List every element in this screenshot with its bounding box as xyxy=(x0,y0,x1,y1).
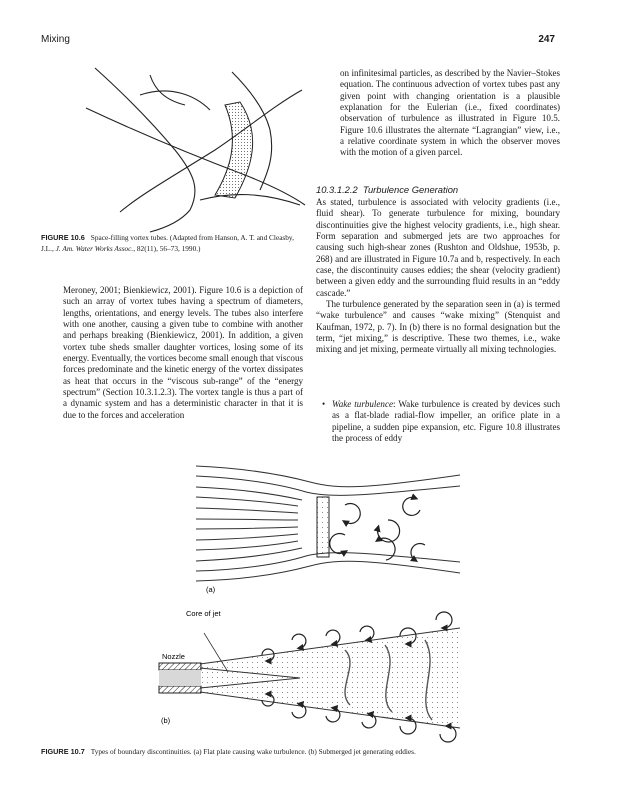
bullet-symbol: • xyxy=(322,399,326,409)
paragraph-turbulence-gradients: As stated, turbulence is associated with velocity gradients (i.e., fluid shear). To generate turbulence for mixing, boundary discontinuities give the highest velocity gradients, i.e., high shear. Form separation and submerged jets are two approaches for causing such high-shear zones (Rushton and Oldshue, 1953b, p. 268) and are illustrated in Figure 10.7a and b, respectively. In each case, the discontinuity causes eddies; the shear (velocity gradient) between a given eddy and the surrounding fluid results in an “eddy cascade.” xyxy=(316,197,560,298)
left-column-body: Meroney, 2001; Bienkiewicz, 2001). Figure 10.6 is a depiction of such an array of vortex tubes having a spectrum of diameters, lengths, orientations, and energy levels. The tubes also interfere with one another, causing a given tube to combine with another and perhaps breaking (Bienkiewicz, 2001). In addition, a given vortex tube sheds smaller daughter vortices, losing some of its energy. Eventually, the vortices become small enough that viscous forces predominate and the kinetic energy of the vortex dissipates as heat that occurs in the “viscous sub-range” of the “energy spectrum” (Section 10.3.1.2.3). The vortex tangle is thus a part of a dynamic system and has a deterministic character in that it is due to the forces and acceleration xyxy=(63,285,303,420)
paragraph-wake-turbulence: The turbulence generated by the separation seen in (a) is termed “wake turbulence” and causes “wake mixing” (Stenquist and Kaufman, 1972, p. 7). In (b) there is no formal designation but the term, “jet mixing,” is descriptive. These two themes, i.e., wake mixing and jet mixing, permeate virtually all mixing technologies. xyxy=(316,299,560,355)
jet-spread-region xyxy=(200,628,460,728)
figure-10-6-journal: J. Am. Water Works Assoc. xyxy=(55,244,134,253)
figure-10-6-label: FIGURE 10.6 xyxy=(41,233,85,242)
section-title: Turbulence Generation xyxy=(362,184,459,195)
figure-10-7-caption xyxy=(41,746,571,757)
flat-plate xyxy=(317,497,329,557)
page-number: 247 xyxy=(538,34,555,45)
bullet-term: Wake turbulence xyxy=(332,399,393,409)
core-of-jet-label: Core of jet xyxy=(186,609,221,618)
nozzle-bore xyxy=(159,670,201,686)
section-number: 10.3.1.2.2 xyxy=(316,184,358,195)
running-header-chapter: Mixing xyxy=(41,34,70,45)
figure-10-6-caption-text: Space-filling vortex tubes. (Adapted from Hanson, A. T. and Cleasby, J.L., xyxy=(41,233,294,253)
figure-10-6-caption-end: , 82(11), 56–73, 1990.) xyxy=(133,244,201,253)
nozzle-label: Nozzle xyxy=(162,652,185,661)
wake-eddies xyxy=(330,497,425,560)
bullet-description: : Wake turbulence is created by devices such as a flat-blade radial-flow impeller, an orifice plate in a pipeline, a sudden pipe expansion, etc. Figure 10.8 illustrates the process of eddy xyxy=(332,399,560,444)
panel-b-label: (b) xyxy=(161,716,171,725)
panel-a-label: (a) xyxy=(206,585,216,594)
right-column-continuation: on infinitesimal particles, as described by the Navier–Stokes equation. The continuous advection of vortex tubes past any given point with changing orientation is a plausible explanation for the Eulerian (i.e., fixed coordinates) observation of turbulence as illustrated in Figure 10.5. Figure 10.6 illustrates the alternate “Lagrangian” view, i.e., a relative coordinate system in which the observer moves with the motion of a given parcel. xyxy=(340,68,560,158)
nozzle-top xyxy=(159,663,201,670)
figure-10-7-caption-text: Types of boundary discontinuities. (a) Flat plate causing wake turbulence. (b) Submerged jet generating eddies. xyxy=(90,747,416,756)
nozzle-bottom xyxy=(159,686,201,693)
figure-10-7-label: FIGURE 10.7 xyxy=(41,747,85,756)
